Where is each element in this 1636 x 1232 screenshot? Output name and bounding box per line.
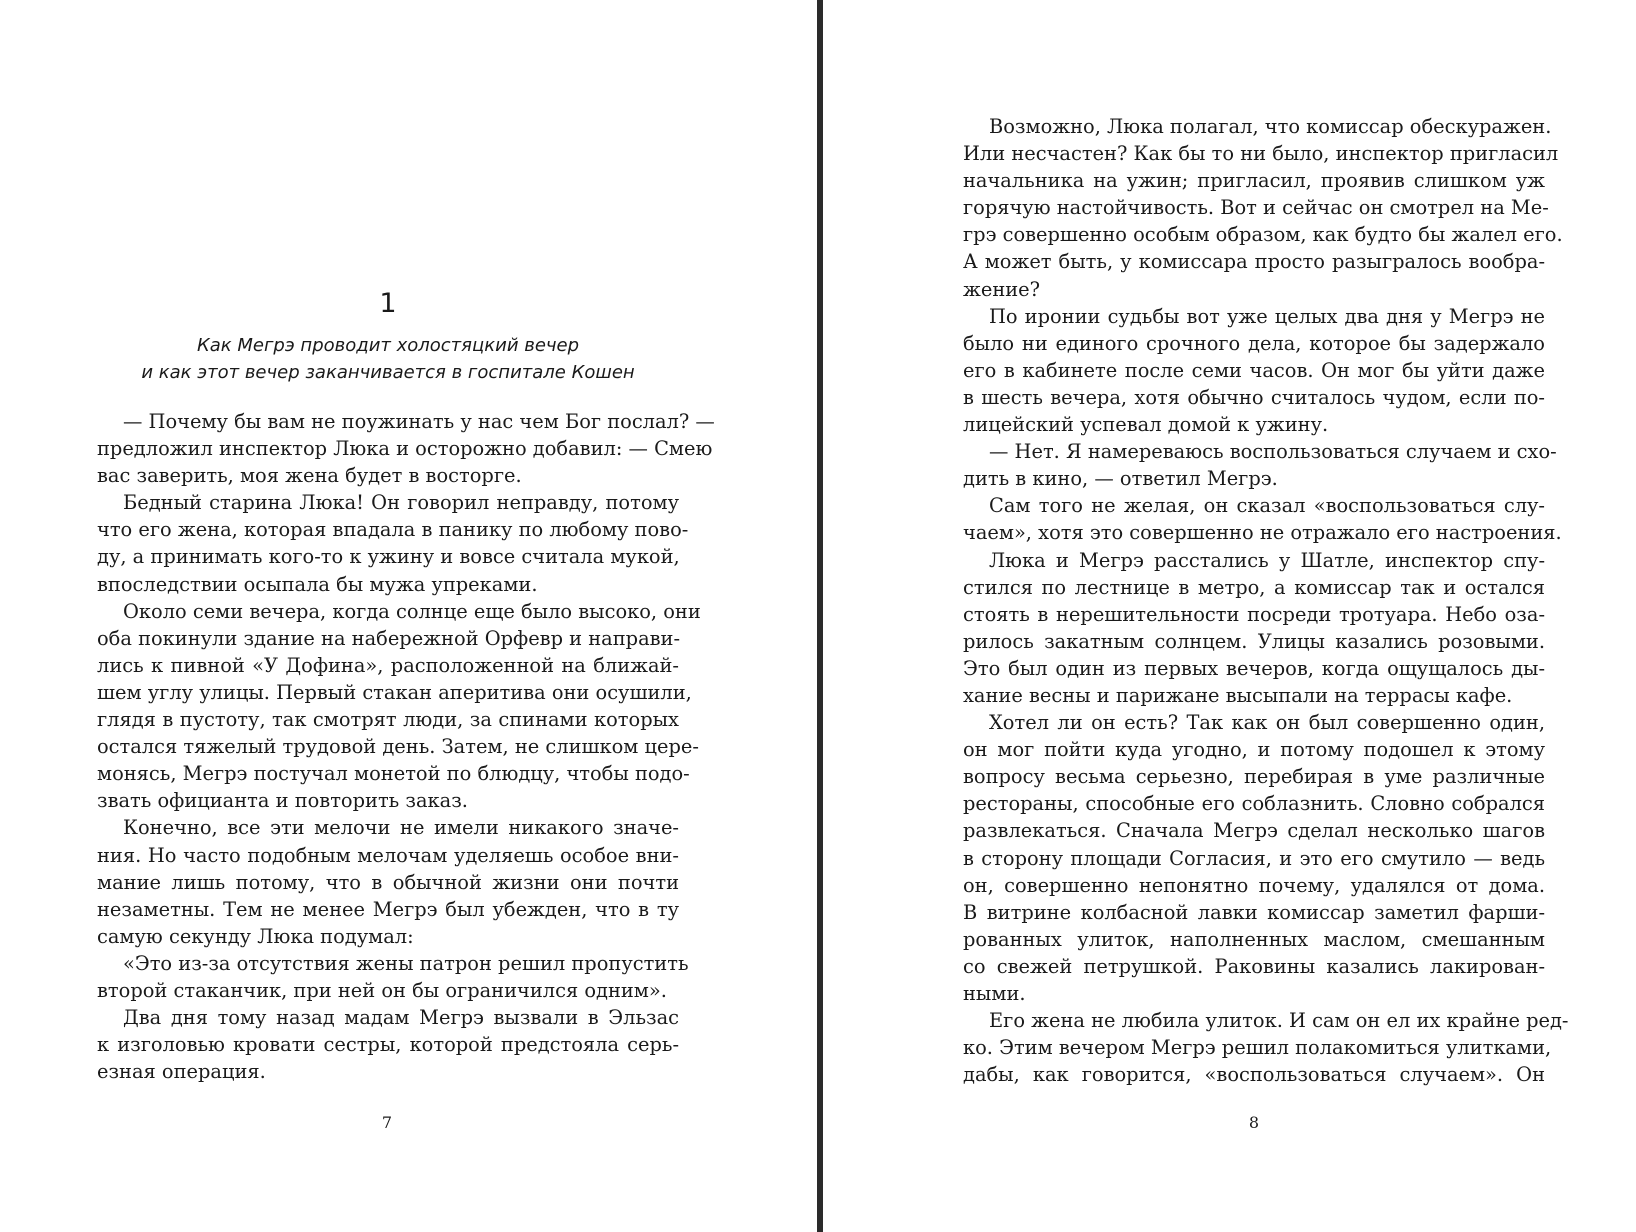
chapter-subtitle-line: Как Мегрэ проводит холостяцкий вечер <box>196 335 580 356</box>
text-line: А может быть, у комиссара просто разыгралось вообра- <box>963 250 1545 274</box>
text-line: мание лишь потому, что в обычной жизни они почти <box>97 870 679 894</box>
text-line: впоследствии осыпала бы мужа упреками. <box>97 572 538 596</box>
text-line: ко. Этим вечером Мегрэ решил полакомиться улитками, <box>963 1036 1552 1060</box>
text-line: звать официанта и повторить заказ. <box>97 789 468 813</box>
text-line: — Почему бы вам не поужинать у нас чем Бог послал? — <box>123 410 715 433</box>
text-line: незаметны. Тем не менее Мегрэ был убежден, что в ту <box>97 897 679 921</box>
text-line: грэ совершенно особым образом, как будто бы жалел его. <box>963 223 1563 247</box>
left-page <box>0 0 817 1232</box>
text-line: было ни единого срочного дела, которое бы задержало <box>963 331 1545 355</box>
text-line: глядя в пустоту, так смотрят люди, за спинами которых <box>97 708 679 732</box>
text-line: он, совершенно непонятно почему, удалялся от дома. <box>963 873 1545 897</box>
text-line: со свежей петрушкой. Раковины казались лакирован- <box>963 954 1545 978</box>
text-line: дабы, как говорится, «воспользоваться случаем». Он <box>963 1063 1545 1087</box>
text-line: лицейский успевал домой к ужину. <box>963 413 1329 437</box>
text-line: езная операция. <box>97 1060 266 1084</box>
text-line: второй стаканчик, при ней он бы ограничился одним». <box>97 978 667 1002</box>
chapter-number: 1 <box>379 288 397 319</box>
text-line: рилось закатным солнцем. Улицы казались розовыми. <box>963 629 1545 653</box>
text-line: «Это из-за отсутствия жены патрон решил пропустить <box>123 951 689 975</box>
text-line: Возможно, Люка полагал, что комиссар обескуражен. <box>989 115 1552 138</box>
text-line: — Нет. Я намереваюсь воспользоваться случаем и схо- <box>989 440 1557 464</box>
text-line: стился по лестнице в метро, а комиссар так и остался <box>963 575 1545 599</box>
right-page <box>823 0 1636 1232</box>
page-number: 8 <box>1248 1113 1260 1132</box>
left-body-text <box>97 408 715 1085</box>
text-line: Это был один из первых вечеров, когда ощущалось ды- <box>963 656 1545 680</box>
text-line: Два дня тому назад мадам Мегрэ вызвали в Эльзас <box>123 1006 679 1030</box>
text-line: что его жена, которая впадала в панику по любому пово- <box>97 518 689 542</box>
text-line: лись к пивной «У Дофина», расположенной на ближай- <box>97 653 679 677</box>
text-line: рованных улиток, наполненных маслом, смешанным <box>963 927 1545 951</box>
text-line: в сторону площади Согласия, и это его смутило — ведь <box>963 846 1545 870</box>
chapter-subtitle <box>97 332 679 386</box>
text-line: остался тяжелый трудовой день. Затем, не слишком цере- <box>97 735 699 759</box>
text-line: ния. Но часто подобным мелочам уделяешь особое вни- <box>97 843 679 867</box>
text-line: стоять в нерешительности посреди тротуара. Небо оза- <box>963 602 1545 626</box>
text-line: шем углу улицы. Первый стакан аперитива они осушили, <box>97 680 692 704</box>
text-line: Конечно, все эти мелочи не имели никакого значе- <box>123 816 679 840</box>
text-line: Бедный старина Люка! Он говорил неправду, потому <box>123 491 679 515</box>
text-line: оба покинули здание на набережной Орфевр и направи- <box>97 626 681 650</box>
page-number: 7 <box>381 1113 393 1132</box>
text-line: В витрине колбасной лавки комиссар заметил фарши- <box>963 900 1545 924</box>
text-line: начальника на ужин; пригласил, проявив слишком уж <box>963 169 1545 193</box>
text-line: жение? <box>963 277 1041 301</box>
text-line: хание весны и парижане высыпали на террасы кафе. <box>963 683 1513 707</box>
text-line: горячую настойчивость. Вот и сейчас он смотрел на Ме- <box>963 196 1549 220</box>
text-line: Или несчастен? Как бы то ни было, инспектор пригласил <box>963 142 1559 166</box>
text-line: его в кабинете после семи часов. Он мог бы уйти даже <box>963 358 1545 382</box>
right-body-text <box>963 113 1569 1088</box>
text-line: в шесть вечера, хотя обычно считалось чудом, если по- <box>963 385 1545 409</box>
text-line: он мог пойти куда угодно, и потому подошел к этому <box>963 738 1545 762</box>
chapter-subtitle-line: и как этот вечер заканчивается в госпитале Кошен <box>141 362 635 383</box>
text-line: вопросу весьма серьезно, перебирая в уме различные <box>963 765 1545 789</box>
text-line: ными. <box>963 982 1026 1005</box>
text-line: Хотел ли он есть? Так как он был совершенно один, <box>989 711 1545 735</box>
text-line: к изголовью кровати сестры, которой предстояла серь- <box>97 1033 679 1057</box>
text-line: вас заверить, моя жена будет в восторге. <box>97 464 522 488</box>
text-line: ду, а принимать кого-то к ужину и вовсе считала мукой, <box>97 545 680 569</box>
text-line: чаем», хотя это совершенно не отражало его настроения. <box>963 521 1562 545</box>
text-line: монясь, Мегрэ постучал монетой по блюдцу, чтобы подо- <box>97 762 690 786</box>
text-line: предложил инспектор Люка и осторожно добавил: — Смею <box>97 437 713 461</box>
text-line: дить в кино, — ответил Мегрэ. <box>963 467 1278 491</box>
text-line: Люка и Мегрэ расстались у Шатле, инспектор спу- <box>989 548 1545 572</box>
text-line: Его жена не любила улиток. И сам он ел их крайне ред- <box>989 1009 1569 1033</box>
text-line: Сам того не желая, он сказал «воспользоваться слу- <box>989 494 1545 518</box>
text-line: развлекаться. Сначала Мегрэ сделал несколько шагов <box>963 819 1545 843</box>
text-line: По иронии судьбы вот уже целых два дня у Мегрэ не <box>989 304 1545 328</box>
text-line: самую секунду Люка подумал: <box>97 924 414 948</box>
text-line: Около семи вечера, когда солнце еще было высоко, они <box>123 599 701 623</box>
text-line: рестораны, способные его соблазнить. Словно собрался <box>963 792 1545 816</box>
